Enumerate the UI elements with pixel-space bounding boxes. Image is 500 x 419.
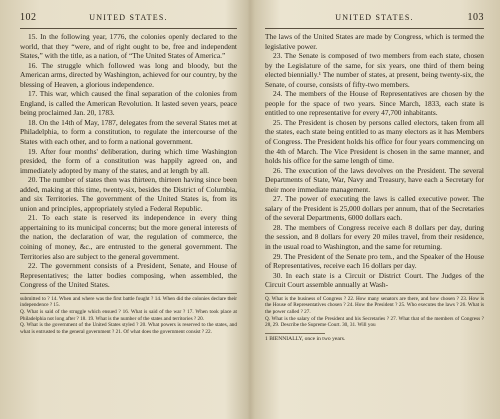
paragraph-15: 15. In the following year, 1776, the colonies openly declared to the world, that they “were, and of right ought to be, free and independent States,” with the title, as a nation, of “The United States of America.” (20, 32, 237, 61)
paragraph-28: 28. The members of Congress receive each 8 dollars per day, during the session, and 8 dollars for every 20 miles travel, from their residence, in the usual road to Washington, and the same for returning. (265, 222, 484, 252)
question-note: Q. What is said of the struggle which ensued ? 16. What is said of the war ? 17. When took place at Philadelphia not long after ? 18. 19. What is the number of the states and territories ? 20. (20, 308, 237, 322)
paragraph-19: 19. After four months' deliberation, during which time Washington presided, the form of a constitution was happily agreed on, and immediately adopted by many of the states, and at length by all. (20, 146, 237, 175)
paragraph-25: 25. The President is chosen by persons called electors, taken from all the states, each state being entitled to as many electors as it has Members of Congress. The President holds his office for four years commencing on the 4th of March. The Vice President is chosen in the same manner, and holds his office for the same length of time. (265, 117, 484, 166)
question-note: Q. What is the government of the United States styled ? 20. What powers is reserved to the states, and what is entrusted to the general government ? 21. Of what does the government consist ? 22. (20, 322, 237, 335)
page-body (20, 32, 237, 290)
footnote: 1 BIENNIALLY, once in two years. (265, 333, 325, 342)
paragraph-24: 24. The members of the House of Representatives are chosen by the people for the space of two years. Since March, 1833, each state is entitled to one representative for every 47,700 inhabitants. (265, 89, 484, 118)
running-head: UNITED STATES. (89, 13, 168, 22)
paragraph-continued: The laws of the United States are made by Congress, which is termed the legislative power. (265, 32, 484, 51)
page-header (265, 12, 484, 28)
paragraph-29: 29. The President of the Senate pro tem., and the Speaker of the House of Representatives, receive each 16 dollars per day. (265, 251, 484, 271)
left-page (0, 0, 249, 419)
page-body (265, 32, 484, 290)
paragraph-16: 16. The struggle which followed was long and bloody, but the American arms, directed by Washington, achieved for our country, by the blessing of Heaven, a glorious independence. (20, 60, 237, 89)
paragraph-22: 22. The government consists of a President, Senate, and House of Representatives; the latter bodies composing, when assembled, the Congress of the United States. (20, 261, 237, 290)
paragraph-27: 27. The power of executing the laws is called executive power. The salary of the President is 25,000 dollars per annum, that of the Secretaries of the several Departments, 6000 dollars each. (265, 194, 484, 223)
page-header (20, 12, 237, 28)
header-rule (20, 28, 237, 29)
question-note: Q. What is the salary of the President and his Secretaries ? 27. What that of the members of Congress ? 28, 29. Describe the Supreme Court. 30, 31. Will you (265, 315, 484, 329)
paragraph-20: 20. The number of states then was thirteen, thirteen having since been added, making at this time, twenty-six, besides the District of Columbia, and six Territories. The government of the United States is, from its union and principles, appropriately styled a Federal Republic. (20, 175, 237, 213)
paragraph-30: 30. In each state is a Circuit or District Court. The Judges of the Circuit Court assemble annually at Wash- (265, 270, 484, 290)
header-rule (265, 28, 484, 29)
paragraph-23: 23. The Senate is composed of two members from each state, chosen by the Legislature of the same, for six years, one third of them being elected biennially.¹ The number of states, at present, being twenty-six, the Senate, of course, consists of fifty-two members. (265, 51, 484, 89)
paragraph-21: 21. To each state is reserved its independence in every thing appertaining to its municipal concerns; but the more general interests of the nation, the declaration of war, the regulation of commerce, the coining of money, &c., are entrusted to the general government. The Territories also are subject to the general government. (20, 213, 237, 261)
question-note: Q. What is the business of Congress ? 22. How many senators are there, and how chosen ? 23. How is the House of Representatives chosen ? 24. How the President ? 25. Who executes the laws ? 26. What is the power called ? 27. (265, 295, 484, 315)
paragraph-18: 18. On the 14th of May, 1787, delegates from the several States met at Philadelphia, to form a constitution, to regulate the intercourse of the States with each other, and to form a national government. (20, 117, 237, 147)
page-number: 103 (467, 12, 484, 23)
study-questions (265, 293, 484, 329)
running-head: UNITED STATES. (335, 13, 414, 22)
question-note: submitted to ? 14. When and where was the first battle fought ? 14. When did the colonies declare their independence ? 15. (20, 295, 237, 309)
right-page (251, 0, 500, 419)
page-number: 102 (20, 12, 37, 23)
study-questions (20, 293, 237, 336)
paragraph-26: 26. The execution of the laws devolves on the President. The several Departments of State, War, Navy and Treasury, have each a Secretary for their more immediate management. (265, 165, 484, 194)
paragraph-17: 17. This war, which caused the final separation of the colonies from England, is called the American Revolution. It lasted seven years, peace being proclaimed Jan. 20, 1783. (20, 89, 237, 118)
